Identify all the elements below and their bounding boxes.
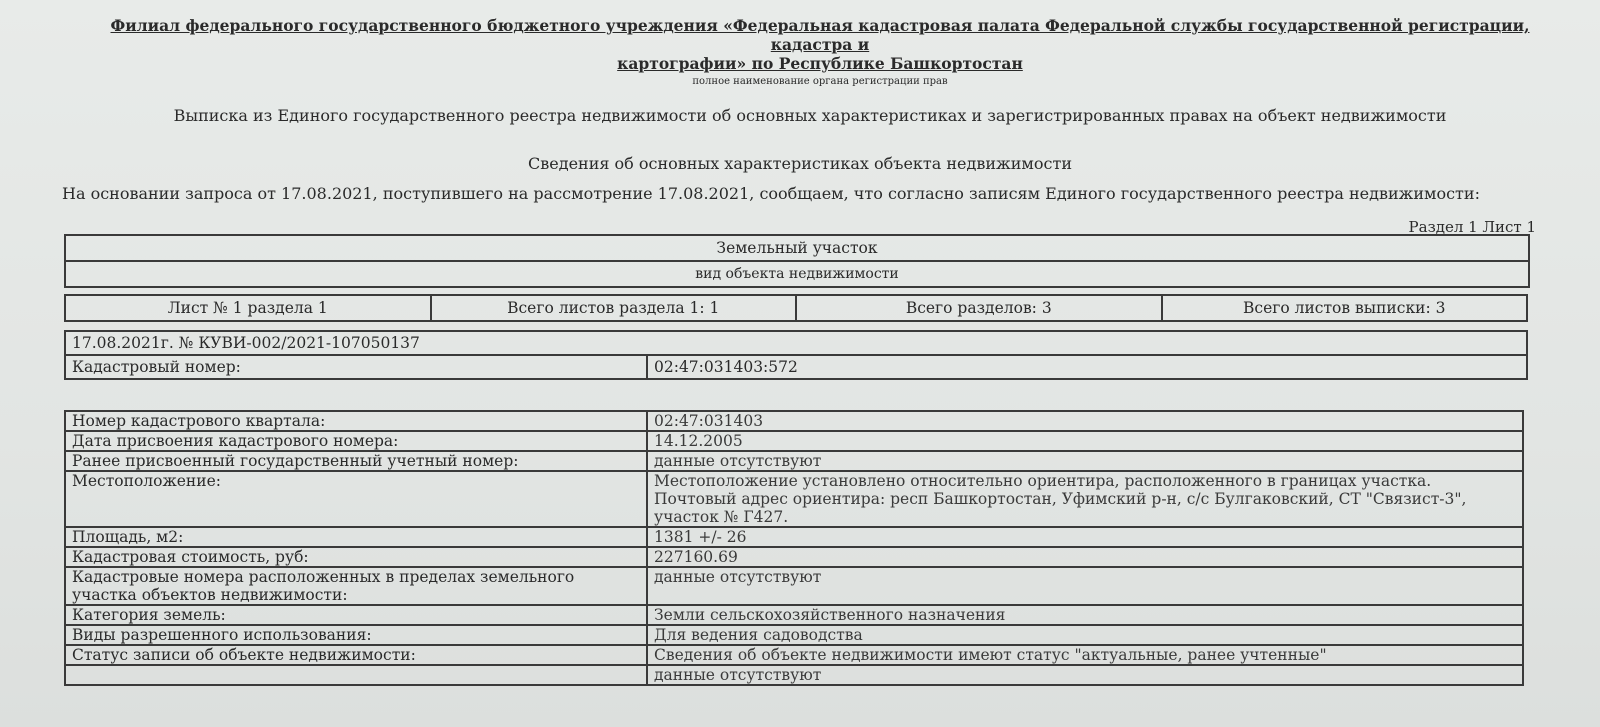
- sheets-in-section: Всего листов раздела 1: 1: [431, 295, 797, 321]
- org-header: [100, 16, 1540, 91]
- object-type-table: [64, 234, 1530, 288]
- row-label: Площадь, м2:: [65, 527, 647, 547]
- row-label: Виды разрешенного использования:: [65, 625, 647, 645]
- cadastral-number-value: 02:47:031403:572: [647, 355, 1527, 379]
- cadastral-number-label: Кадастровый номер:: [65, 355, 647, 379]
- row-value: данные отсутствуют: [647, 451, 1523, 471]
- row-label: Кадастровые номера расположенных в пределах земельного участка объектов недвижимости:: [65, 567, 647, 605]
- object-type-caption: вид объекта недвижимости: [65, 261, 1529, 287]
- row-value: Земли сельскохозяйственного назначения: [647, 605, 1523, 625]
- sheet-number: Лист № 1 раздела 1: [65, 295, 431, 321]
- org-caption: полное наименование органа регистрации прав: [692, 76, 948, 87]
- row-value: данные отсутствуют: [647, 665, 1523, 685]
- section-reference: Раздел 1 Лист 1: [1408, 218, 1536, 236]
- row-label: Номер кадастрового квартала:: [65, 411, 647, 431]
- row-label: Ранее присвоенный государственный учетный номер:: [65, 451, 647, 471]
- row-value: данные отсутствуют: [647, 567, 1523, 605]
- basis-text: На основании запроса от 17.08.2021, поступившего на рассмотрение 17.08.2021, сообщаем, что согласно записям Единого государственного реестра недвижимости:: [62, 184, 1480, 203]
- row-label: Категория земель:: [65, 605, 647, 625]
- document-subtitle: Сведения об основных характеристиках объекта недвижимости: [528, 154, 1072, 173]
- row-label: Местоположение:: [65, 471, 647, 527]
- object-type: Земельный участок: [65, 235, 1529, 261]
- org-name-line2: картографии» по Республике Башкортостан: [617, 54, 1023, 73]
- row-label: Статус записи об объекте недвижимости:: [65, 645, 647, 665]
- total-sections: Всего разделов: 3: [796, 295, 1162, 321]
- table-row: [65, 625, 1523, 645]
- table-row: [65, 665, 1523, 685]
- table-row: [65, 471, 1523, 527]
- row-value: Сведения об объекте недвижимости имеют статус "актуальные, ранее учтенные": [647, 645, 1523, 665]
- row-label: [65, 665, 647, 685]
- row-value: Местоположение установлено относительно ориентира, расположенного в границах участка. Почтовый адрес ориентира: респ Башкортостан, Уфимский р-н, с/с Булгаковский, СТ "Связист-3", участок № Г427.: [647, 471, 1523, 527]
- sheets-table: [64, 294, 1528, 322]
- table-row: [65, 547, 1523, 567]
- row-value: Для ведения садоводства: [647, 625, 1523, 645]
- org-name-line1: Филиал федерального государственного бюджетного учреждения «Федеральная кадастровая палата Федеральной службы государственной регистрации, кадастра и: [110, 16, 1530, 54]
- table-row: [65, 605, 1523, 625]
- total-sheets: Всего листов выписки: 3: [1162, 295, 1528, 321]
- record-id-table: [64, 330, 1528, 380]
- table-row: [65, 527, 1523, 547]
- row-value: 14.12.2005: [647, 431, 1523, 451]
- record-number: 17.08.2021г. № КУВИ-002/2021-107050137: [65, 331, 1527, 355]
- table-row: [65, 411, 1523, 431]
- characteristics-table: [64, 410, 1524, 686]
- row-value: 1381 +/- 26: [647, 527, 1523, 547]
- row-value: 02:47:031403: [647, 411, 1523, 431]
- row-label: Дата присвоения кадастрового номера:: [65, 431, 647, 451]
- document-title: Выписка из Единого государственного реестра недвижимости об основных характеристиках и зарегистрированных правах на объект недвижимости: [173, 106, 1447, 125]
- row-value: 227160.69: [647, 547, 1523, 567]
- table-row: [65, 451, 1523, 471]
- table-row: [65, 431, 1523, 451]
- row-label: Кадастровая стоимость, руб:: [65, 547, 647, 567]
- table-row: [65, 567, 1523, 605]
- table-row: [65, 645, 1523, 665]
